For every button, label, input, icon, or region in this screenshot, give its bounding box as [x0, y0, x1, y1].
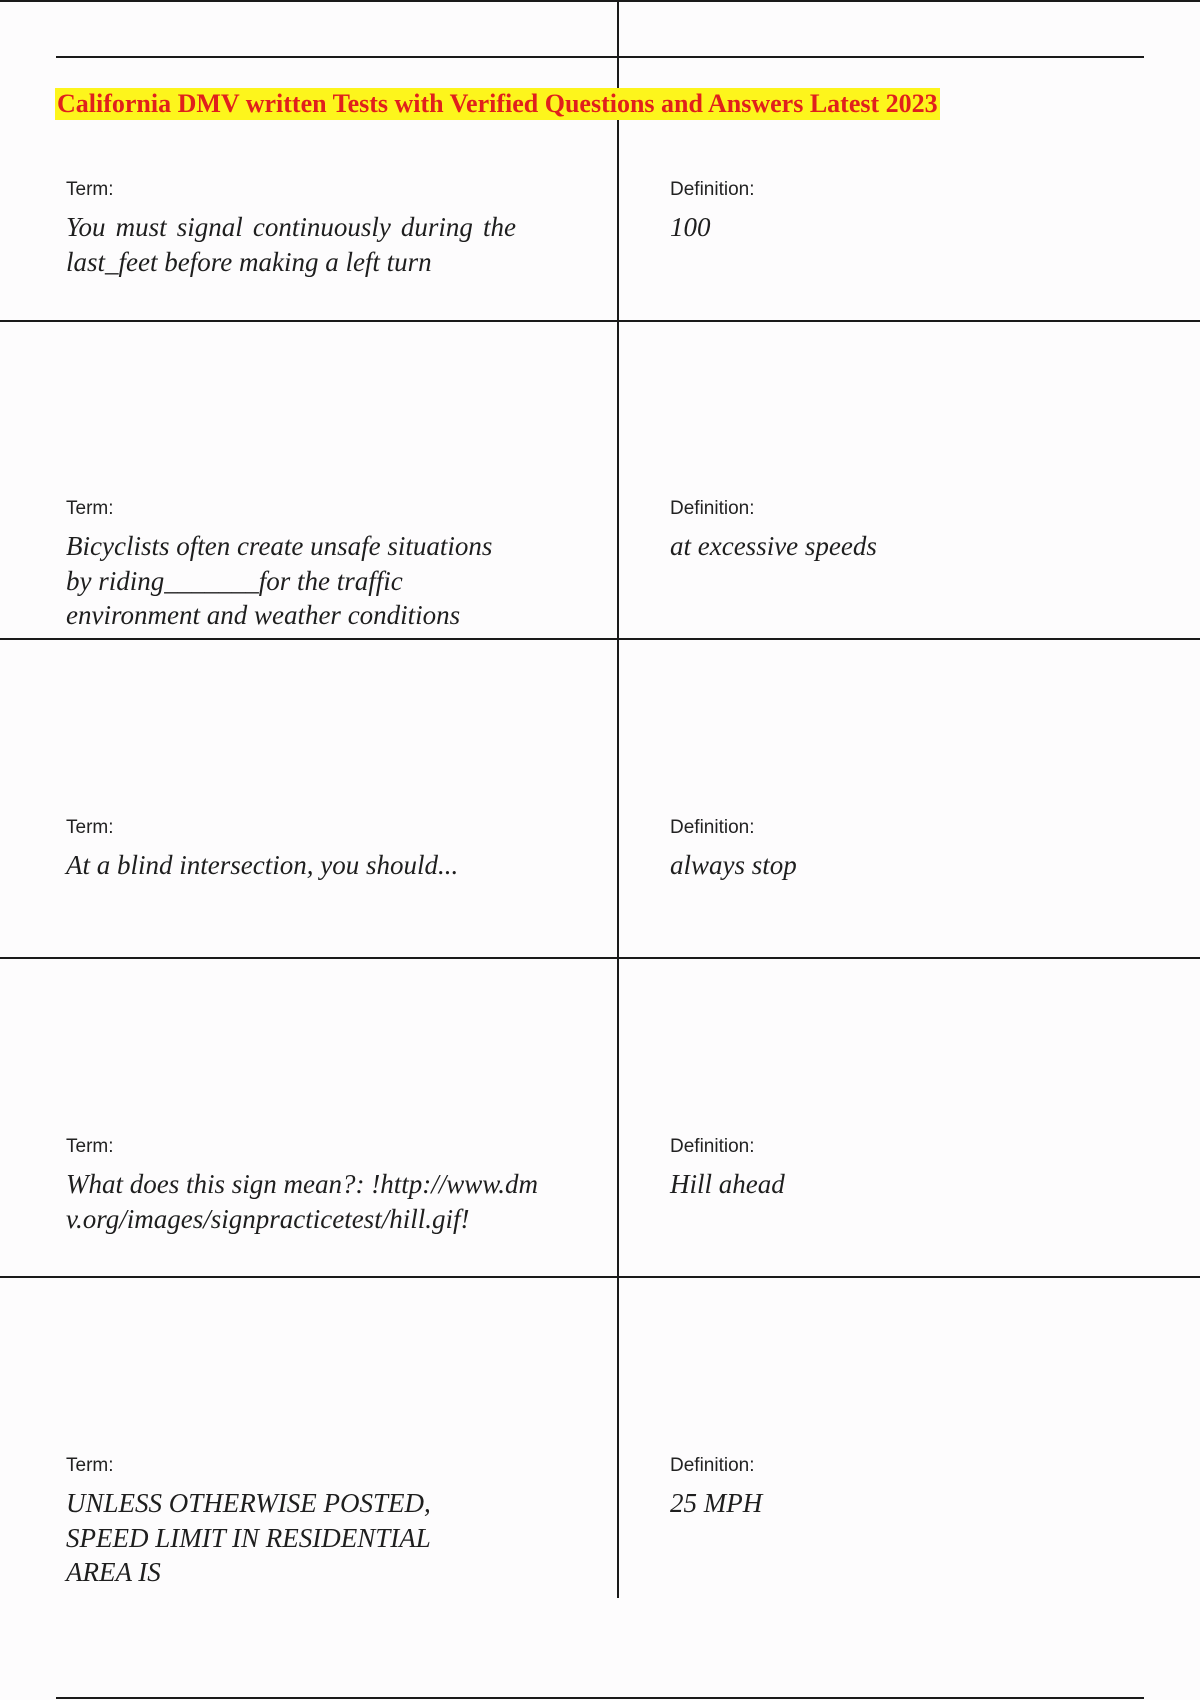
row-divider [0, 957, 1200, 959]
row-divider [0, 638, 1200, 640]
term-text: UNLESS OTHERWISE POSTED, SPEED LIMIT IN RESIDENTIAL AREA IS [66, 1488, 431, 1587]
table-top-border [0, 0, 1200, 2]
definition-label: Definition: [670, 1136, 755, 1157]
definition-text: 100 [670, 212, 711, 242]
term-label: Term: [66, 498, 114, 519]
definition-label: Definition: [670, 1455, 755, 1476]
definition-text: at excessive speeds [670, 531, 877, 561]
term-text: At a blind intersection, you should... [66, 850, 459, 880]
definition-text: always stop [670, 850, 797, 880]
term-text: Bicyclists often create unsafe situations by riding_______for the traffic environment and weather conditions [66, 531, 493, 630]
document-title: California DMV written Tests with Verified Questions and Answers Latest 2023 [57, 89, 938, 118]
header-rule [56, 56, 1144, 58]
row-divider [0, 320, 1200, 322]
term-label: Term: [66, 1136, 114, 1157]
term-label: Term: [66, 179, 114, 200]
footer-rule [56, 1697, 1144, 1699]
row-divider [0, 1276, 1200, 1278]
definition-text: 25 MPH [670, 1488, 763, 1518]
term-text: You must signal continuously during the last_feet before making a left turn [66, 212, 516, 277]
definition-label: Definition: [670, 498, 755, 519]
term-label: Term: [66, 817, 114, 838]
definition-label: Definition: [670, 817, 755, 838]
term-label: Term: [66, 1455, 114, 1476]
definition-text: Hill ahead [670, 1169, 785, 1199]
column-divider [617, 0, 619, 1598]
definition-label: Definition: [670, 179, 755, 200]
term-text: What does this sign mean?: !http://www.dmv.org/images/signpracticetest/hill.gif! [66, 1169, 538, 1234]
